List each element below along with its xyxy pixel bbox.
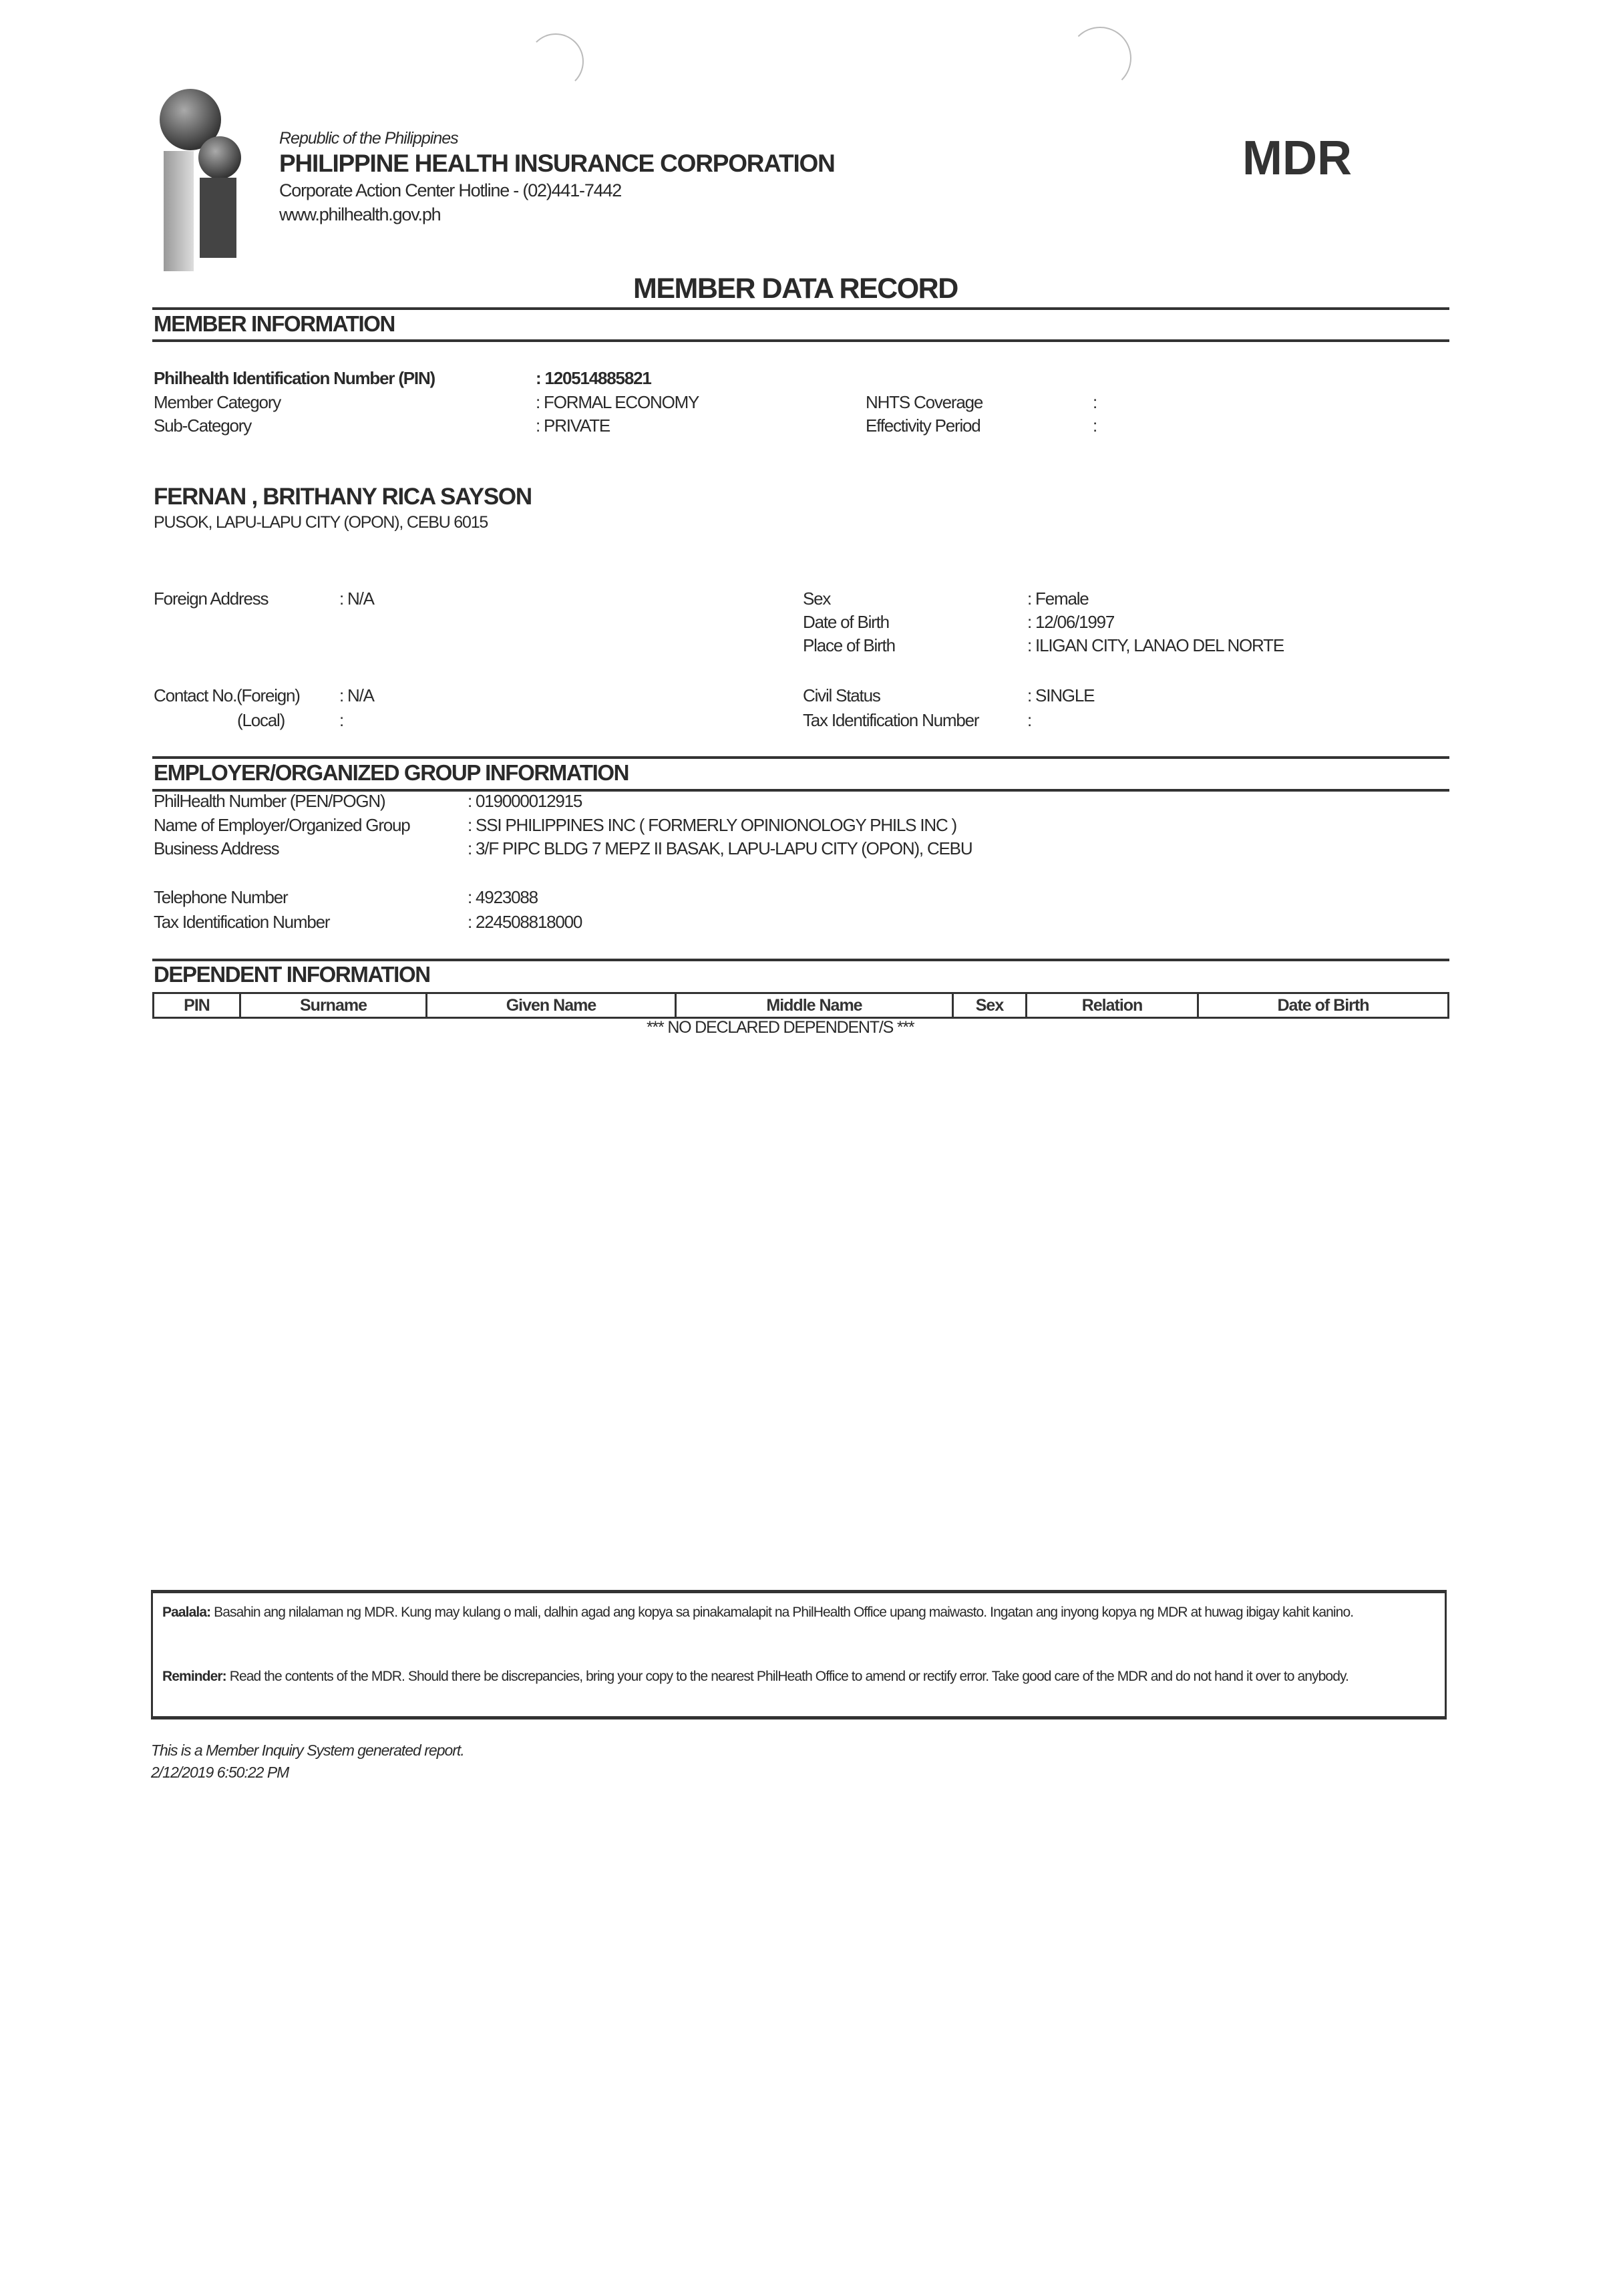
- foreign-address-label: Foreign Address: [154, 589, 269, 609]
- divider: [152, 339, 1449, 342]
- page-title: MEMBER DATA RECORD: [633, 273, 958, 305]
- category-value: : FORMAL ECONOMY: [536, 392, 699, 412]
- pen-value: : 019000012915: [468, 791, 582, 811]
- column-header: Middle Name: [676, 993, 953, 1018]
- tin-label: Tax Identification Number: [803, 710, 979, 730]
- generated-timestamp: 2/12/2019 6:50:22 PM: [151, 1764, 289, 1781]
- nhts-label: NHTS Coverage: [866, 392, 983, 412]
- employer-tin-label: Tax Identification Number: [154, 912, 330, 932]
- hotline-text: Corporate Action Center Hotline - (02)441-7442: [279, 180, 622, 200]
- table-header-row: [154, 993, 1449, 1018]
- divider: [152, 307, 1449, 310]
- philhealth-logo: [158, 88, 272, 271]
- dob-label: Date of Birth: [803, 612, 889, 632]
- paalala-label: Paalala:: [162, 1605, 211, 1620]
- divider: [152, 959, 1449, 961]
- civil-status-label: Civil Status: [803, 685, 880, 705]
- civil-status-value: : SINGLE: [1027, 685, 1095, 705]
- reminder-notice: [162, 1667, 1435, 1686]
- pen-label: PhilHealth Number (PEN/POGN): [154, 791, 385, 811]
- generated-note: This is a Member Inquiry System generated report.: [151, 1742, 464, 1759]
- column-header: PIN: [154, 993, 240, 1018]
- category-label: Member Category: [154, 392, 281, 412]
- paalala-text: Basahin ang nilalaman ng MDR. Kung may kulang o mali, dalhin agad ang kopya sa pinakamalapit na PhilHealth Office upang maiwasto. Ingatan ang inyong kopya ng MDR at huwag ibigay kahit kanino.: [210, 1605, 1354, 1620]
- business-address-label: Business Address: [154, 838, 279, 858]
- dob-value: : 12/06/1997: [1027, 612, 1115, 632]
- dependent-table: [152, 992, 1449, 1019]
- sex-label: Sex: [803, 589, 831, 609]
- contact-foreign-value: : N/A: [339, 685, 374, 705]
- column-header: Given Name: [427, 993, 676, 1018]
- contact-foreign-label: Contact No.(Foreign): [154, 685, 300, 705]
- dependent-info-heading: DEPENDENT INFORMATION: [154, 962, 430, 987]
- form-code: MDR: [1242, 132, 1352, 185]
- pob-value: : ILIGAN CITY, LANAO DEL NORTE: [1027, 635, 1284, 655]
- website-text: www.philhealth.gov.ph: [279, 204, 441, 224]
- contact-local-label: (Local): [237, 710, 285, 730]
- no-dependents-message: *** NO DECLARED DEPENDENT/S ***: [647, 1018, 914, 1037]
- foreign-address-value: : N/A: [339, 589, 374, 609]
- employer-name-value: : SSI PHILIPPINES INC ( FORMERLY OPINIONOLOGY PHILS INC ): [468, 815, 957, 835]
- employer-tin-value: : 224508818000: [468, 912, 582, 932]
- subcategory-label: Sub-Category: [154, 416, 252, 436]
- business-address-value: : 3/F PIPC BLDG 7 MEPZ II BASAK, LAPU-LAPU CITY (OPON), CEBU: [468, 838, 972, 858]
- sex-value: : Female: [1027, 589, 1089, 609]
- column-header: Sex: [953, 993, 1027, 1018]
- pin-label: Philhealth Identification Number (PIN): [154, 368, 435, 388]
- employer-name-label: Name of Employer/Organized Group: [154, 815, 410, 835]
- corporation-name: PHILIPPINE HEALTH INSURANCE CORPORATION: [279, 150, 835, 177]
- column-header: Surname: [240, 993, 427, 1018]
- member-address: PUSOK, LAPU-LAPU CITY (OPON), CEBU 6015: [154, 513, 488, 532]
- column-header: Relation: [1027, 993, 1198, 1018]
- telephone-value: : 4923088: [468, 887, 538, 907]
- effectivity-label: Effectivity Period: [866, 416, 980, 436]
- telephone-label: Telephone Number: [154, 887, 288, 907]
- pob-label: Place of Birth: [803, 635, 895, 655]
- contact-local-value: :: [339, 710, 344, 730]
- tin-value: :: [1027, 710, 1032, 730]
- subcategory-value: : PRIVATE: [536, 416, 610, 436]
- reminder-label: Reminder:: [162, 1669, 226, 1684]
- reminder-text: Read the contents of the MDR. Should there be discrepancies, bring your copy to the nearest PhilHeath Office to amend or rectify error. Take good care of the MDR and do not hand it over to anybody.: [226, 1669, 1349, 1684]
- pin-value: : 120514885821: [536, 368, 651, 388]
- member-info-heading: MEMBER INFORMATION: [154, 311, 395, 336]
- effectivity-value: :: [1093, 416, 1097, 436]
- member-name: FERNAN , BRITHANY RICA SAYSON: [154, 484, 532, 510]
- notice-box: [151, 1590, 1447, 1719]
- republic-text: Republic of the Philippines: [279, 129, 458, 148]
- punch-mark: [528, 33, 584, 90]
- employer-info-heading: EMPLOYER/ORGANIZED GROUP INFORMATION: [154, 760, 629, 785]
- nhts-value: :: [1093, 392, 1097, 412]
- divider: [152, 756, 1449, 759]
- column-header: Date of Birth: [1198, 993, 1449, 1018]
- punch-mark: [1069, 27, 1131, 90]
- paalala-notice: [162, 1603, 1435, 1622]
